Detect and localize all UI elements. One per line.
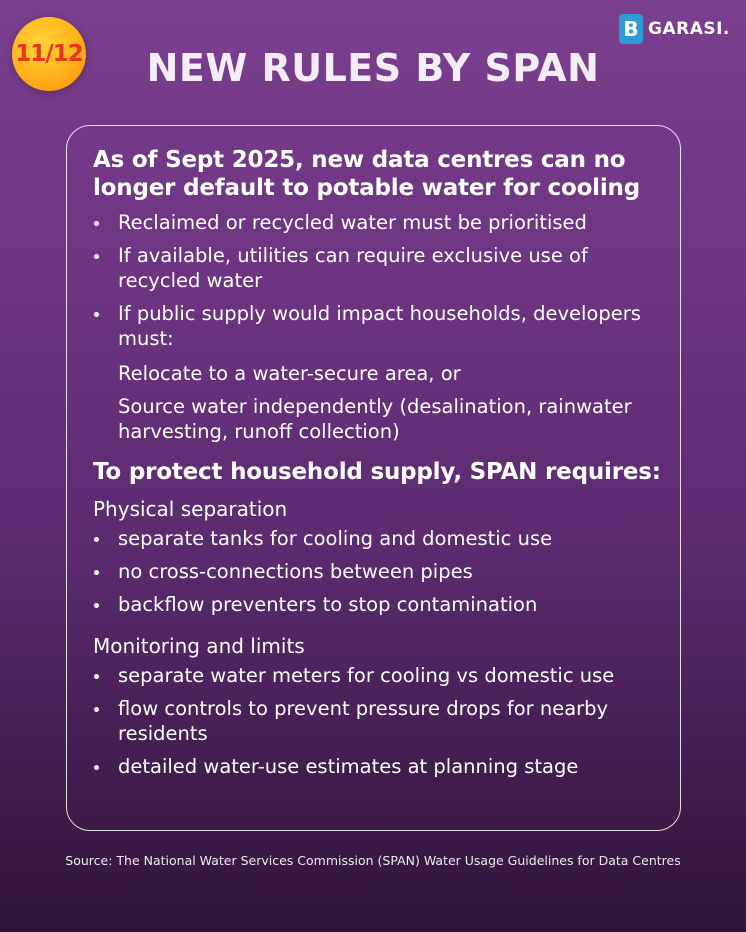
group-label-physical-separation: Physical separation — [93, 497, 288, 521]
section2-heading: To protect household supply, SPAN requires: — [93, 459, 661, 485]
brand-name: GARASI. — [648, 19, 730, 39]
option-relocate: Relocate to a water-secure area, or — [118, 362, 461, 385]
section1-bullet-list — [93, 210, 662, 351]
rules-card — [66, 125, 681, 831]
list-item: If available, utilities can require exclusive use of recycled water — [93, 243, 662, 293]
list-item: no cross-connections between pipes — [93, 559, 662, 584]
list-item: If public supply would impact households, developers must: — [93, 301, 662, 351]
list-item: backflow preventers to stop contamination — [93, 592, 662, 617]
list-item: detailed water-use estimates at planning stage — [93, 754, 662, 779]
page-title: NEW RULES BY SPAN — [146, 46, 600, 90]
list-item: flow controls to prevent pressure drops for nearby residents — [93, 696, 662, 746]
list-item: Reclaimed or recycled water must be prioritised — [93, 210, 662, 235]
group-label-monitoring-limits: Monitoring and limits — [93, 634, 305, 658]
physical-separation-list — [93, 526, 662, 617]
monitoring-limits-list — [93, 663, 662, 779]
source-citation: Source: The National Water Services Commission (SPAN) Water Usage Guidelines for Data Centres — [65, 853, 681, 868]
option-source-independently: Source water independently (desalination, rainwater harvesting, runoff collection) — [118, 395, 632, 443]
section1-heading: As of Sept 2025, new data centres can no longer default to potable water for cooling — [93, 147, 640, 201]
brand-logo — [619, 14, 730, 44]
list-item: separate water meters for cooling vs domestic use — [93, 663, 662, 688]
page-number: 11/12 — [15, 41, 83, 67]
brand-mark-icon: B — [619, 14, 643, 44]
list-item: separate tanks for cooling and domestic use — [93, 526, 662, 551]
